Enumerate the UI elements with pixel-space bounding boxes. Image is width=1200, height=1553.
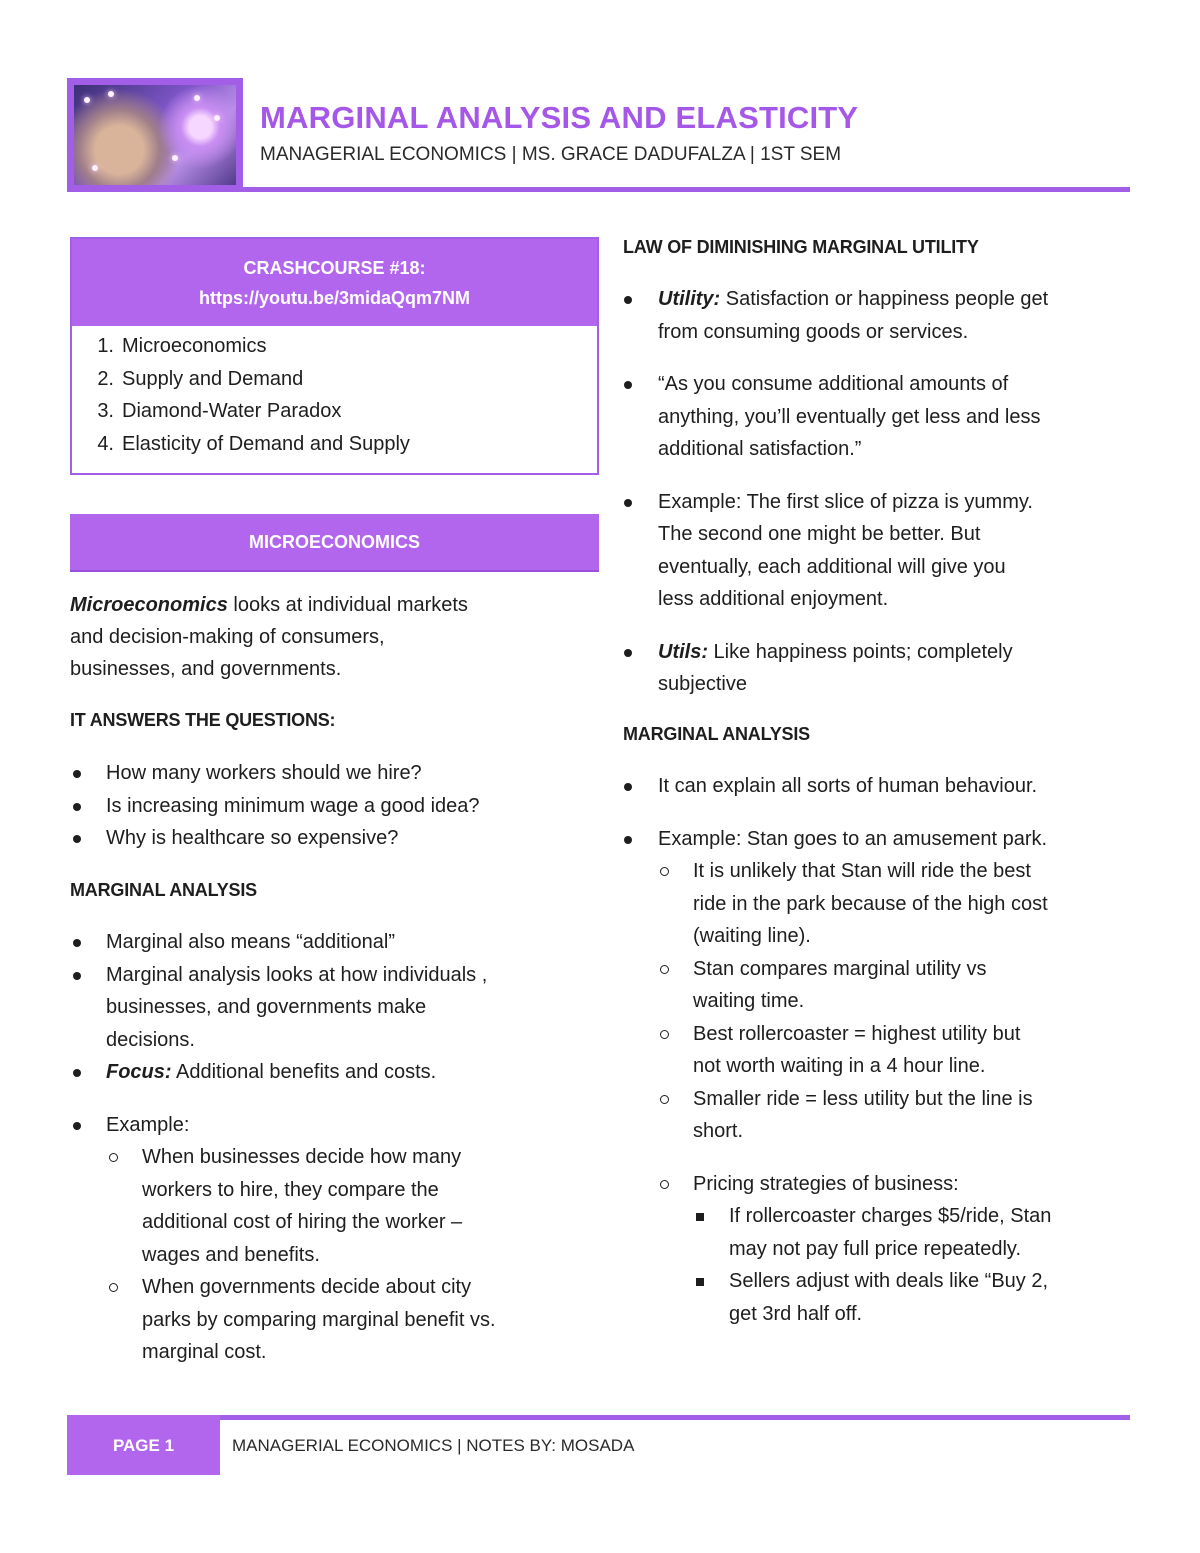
list-item: 4. Elasticity of Demand and Supply (97, 432, 410, 455)
list-item: Smaller ride = less utility but the line is short. (658, 1083, 1133, 1148)
crashcourse-link[interactable]: https://youtu.be/3midaQqm7NM (198, 288, 470, 308)
list-item: It is unlikely that Stan will ride the best ride in the park because of the high cost (waiting line). (658, 855, 1133, 953)
law-list (623, 283, 1133, 701)
list-item: Utils: Like happiness points; completely subjective (623, 636, 1133, 701)
example-sublist (106, 1141, 600, 1369)
list-item: When businesses decide how many workers to hire, they compare the additional cost of hiring the worker – wages and benefits. (106, 1141, 600, 1271)
list-item: Sellers adjust with deals like “Buy 2, get 3rd half off. (693, 1265, 1133, 1330)
pricing-sublist (693, 1200, 1133, 1330)
list-item: Utility: Satisfaction or happiness people get from consuming goods or services. (623, 283, 1133, 348)
list-item: When governments decide about city parks by comparing marginal benefit vs. marginal cost. (106, 1271, 600, 1369)
list-item: Focus: Additional benefits and costs. (70, 1056, 600, 1089)
page-subtitle: MANAGERIAL ECONOMICS | MS. GRACE DADUFALZA | 1ST SEM (260, 144, 842, 165)
microeconomics-definition: Microeconomics looks at individual markets and decision-making of consumers, businesses, and governments. (70, 594, 468, 680)
list-item: Example: The first slice of pizza is yummy. The second one might be better. But eventually, each additional will give you less additional enjoyment. (623, 486, 1133, 616)
marginal-analysis-heading-right: MARGINAL ANALYSIS (623, 724, 810, 744)
marginal-analysis-heading-left: MARGINAL ANALYSIS (70, 880, 257, 900)
questions-heading: IT ANSWERS THE QUESTIONS: (70, 710, 336, 730)
footer-divider (220, 1415, 1130, 1420)
microeconomics-banner: MICROECONOMICS (70, 514, 599, 570)
header-divider (67, 187, 1130, 192)
questions-list (70, 757, 600, 855)
law-heading: LAW OF DIMINISHING MARGINAL UTILITY (623, 237, 979, 257)
list-item: Stan compares marginal utility vs waiting time. (658, 953, 1133, 1018)
list-item: Example: Stan goes to an amusement park. It is unlikely that Stan will ride the best ride in the park because of the high cost (waiting line). Stan compares marginal utility vs waiting time. Best rollercoaster = highest utility but not worth waiting in a 4 hour line. Smaller ride = less utility but the line is short. Pricing strategies of business: If rollercoaster charges $5/ride, Stan may not pay full price repeatedly. Sellers adjust with deals like “Buy 2, get 3rd half off. (623, 823, 1133, 1331)
crashcourse-box (70, 237, 599, 475)
page-number: PAGE 1 (67, 1415, 220, 1475)
list-item: Marginal analysis looks at how individuals , businesses, and governments make decisions. (70, 959, 600, 1057)
crashcourse-title: CRASHCOURSE #18: (243, 258, 426, 278)
stan-example-sublist (658, 855, 1133, 1330)
crashcourse-header (72, 239, 597, 326)
list-item: Why is healthcare so expensive? (70, 822, 600, 855)
list-item: 2. Supply and Demand (97, 367, 304, 390)
list-item: 3. Diamond-Water Paradox (97, 400, 342, 422)
list-item: Example: When businesses decide how many workers to hire, they compare the additional cost of hiring the worker – wages and benefits. When governments decide about city parks by comparing marginal benefit vs. marginal cost. (70, 1109, 600, 1369)
footer-text: MANAGERIAL ECONOMICS | NOTES BY: MOSADA (232, 1436, 635, 1455)
list-item: Is increasing minimum wage a good idea? (70, 790, 600, 823)
crashcourse-topics (72, 330, 597, 460)
list-item: “As you consume additional amounts of anything, you’ll eventually get less and less additional satisfaction.” (623, 368, 1133, 466)
list-item: It can explain all sorts of human behaviour. (623, 770, 1133, 803)
page-title: MARGINAL ANALYSIS AND ELASTICITY (260, 100, 859, 135)
marginal-analysis-list-left (70, 926, 600, 1369)
list-item: 1. Microeconomics (97, 335, 267, 357)
list-item: If rollercoaster charges $5/ride, Stan may not pay full price repeatedly. (693, 1200, 1133, 1265)
list-item: How many workers should we hire? (70, 757, 600, 790)
list-item: Pricing strategies of business: If rollercoaster charges $5/ride, Stan may not pay full price repeatedly. Sellers adjust with deals like “Buy 2, get 3rd half off. (658, 1168, 1133, 1331)
marginal-analysis-list-right (623, 770, 1133, 1330)
banner-underline (70, 570, 599, 572)
header-cat-image (67, 78, 243, 192)
list-item: Marginal also means “additional” (70, 926, 600, 959)
list-item: Best rollercoaster = highest utility but not worth waiting in a 4 hour line. (658, 1018, 1133, 1083)
